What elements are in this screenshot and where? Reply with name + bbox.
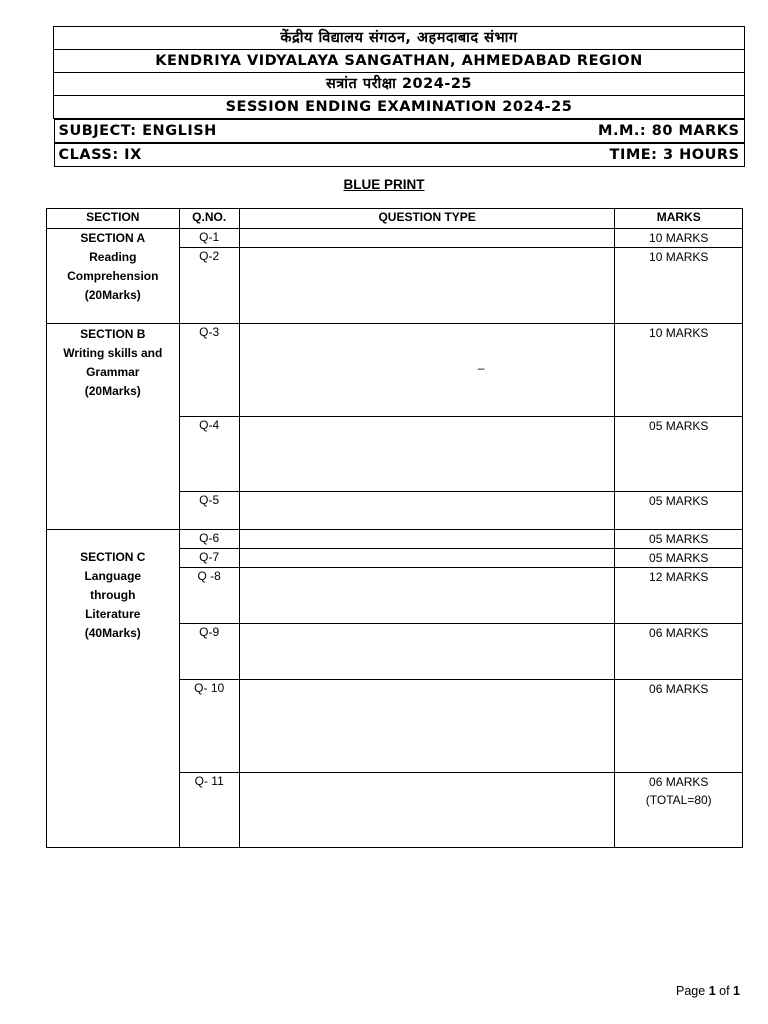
section-b-cell: SECTION B Writing skills and Grammar (20Marks) (47, 324, 180, 530)
marks-cell: 06 MARKS (615, 624, 743, 680)
qno-cell: Q-3 (179, 324, 239, 417)
qno-cell: Q-7 (179, 549, 239, 568)
marks-cell: 10 MARKS (615, 324, 743, 417)
marks-cell: 10 MARKS (615, 229, 743, 248)
marks-cell: 05 MARKS (615, 492, 743, 530)
marks-cell: 12 MARKS (615, 568, 743, 624)
question-type-cell (239, 492, 615, 530)
question-type-cell (239, 324, 615, 417)
question-type-cell (239, 773, 615, 848)
marks-cell: 05 MARKS (615, 417, 743, 492)
qno-cell: Q-4 (179, 417, 239, 492)
qno-cell: Q-6 (179, 530, 239, 549)
class-row (54, 143, 745, 167)
header-hindi-org: केंद्रीय विद्यालय संगठन, अहमदाबाद संभाग (54, 27, 745, 50)
question-type-cell (239, 624, 615, 680)
question-type-cell (239, 417, 615, 492)
marks-cell: 05 MARKS (615, 549, 743, 568)
table-row (47, 324, 743, 417)
section-c-cell: SECTION C Language through Literature (40Marks) (47, 530, 180, 848)
qno-cell: Q-5 (179, 492, 239, 530)
qno-cell: Q-9 (179, 624, 239, 680)
page-number: Page 1 of 1 (676, 984, 740, 998)
class-label: CLASS: IX (58, 147, 142, 163)
time-label: TIME: 3 HOURS (609, 147, 740, 163)
col-header-section: SECTION (47, 209, 180, 229)
qno-cell: Q-2 (179, 248, 239, 324)
marks-cell: 06 MARKS (615, 680, 743, 773)
marks-cell: 10 MARKS (615, 248, 743, 324)
section-a-cell: SECTION A Reading Comprehension (20Marks) (47, 229, 180, 324)
question-type-dash: – (477, 361, 485, 375)
exam-header (53, 26, 745, 167)
qno-cell: Q- 10 (179, 680, 239, 773)
col-header-qno: Q.NO. (179, 209, 239, 229)
question-type-cell (239, 549, 615, 568)
marks-cell (615, 773, 743, 848)
col-header-question-type: QUESTION TYPE (239, 209, 615, 229)
max-marks-label: M.M.: 80 MARKS (598, 123, 740, 139)
question-type-cell (239, 530, 615, 549)
header-exam: SESSION ENDING EXAMINATION 2024-25 (54, 96, 745, 119)
marks-total-note: (TOTAL=80) (645, 793, 712, 807)
subject-row (54, 119, 745, 143)
marks-cell: 05 MARKS (615, 530, 743, 549)
table-row (47, 530, 743, 549)
subject-label: SUBJECT: ENGLISH (58, 123, 217, 139)
col-header-marks: MARKS (615, 209, 743, 229)
qno-cell: Q -8 (179, 568, 239, 624)
question-type-cell (239, 680, 615, 773)
blueprint-title: BLUE PRINT (343, 177, 425, 192)
qno-cell: Q- 11 (179, 773, 239, 848)
table-header-row (47, 209, 743, 229)
question-type-cell (239, 229, 615, 248)
blueprint-table (46, 208, 743, 848)
marks-value: 06 MARKS (649, 775, 709, 789)
table-row (47, 229, 743, 248)
qno-cell: Q-1 (179, 229, 239, 248)
header-hindi-exam: सत्रांत परीक्षा 2024-25 (54, 73, 745, 96)
question-type-cell (239, 248, 615, 324)
question-type-cell (239, 568, 615, 624)
header-org: KENDRIYA VIDYALAYA SANGATHAN, AHMEDABAD REGION (54, 50, 745, 73)
